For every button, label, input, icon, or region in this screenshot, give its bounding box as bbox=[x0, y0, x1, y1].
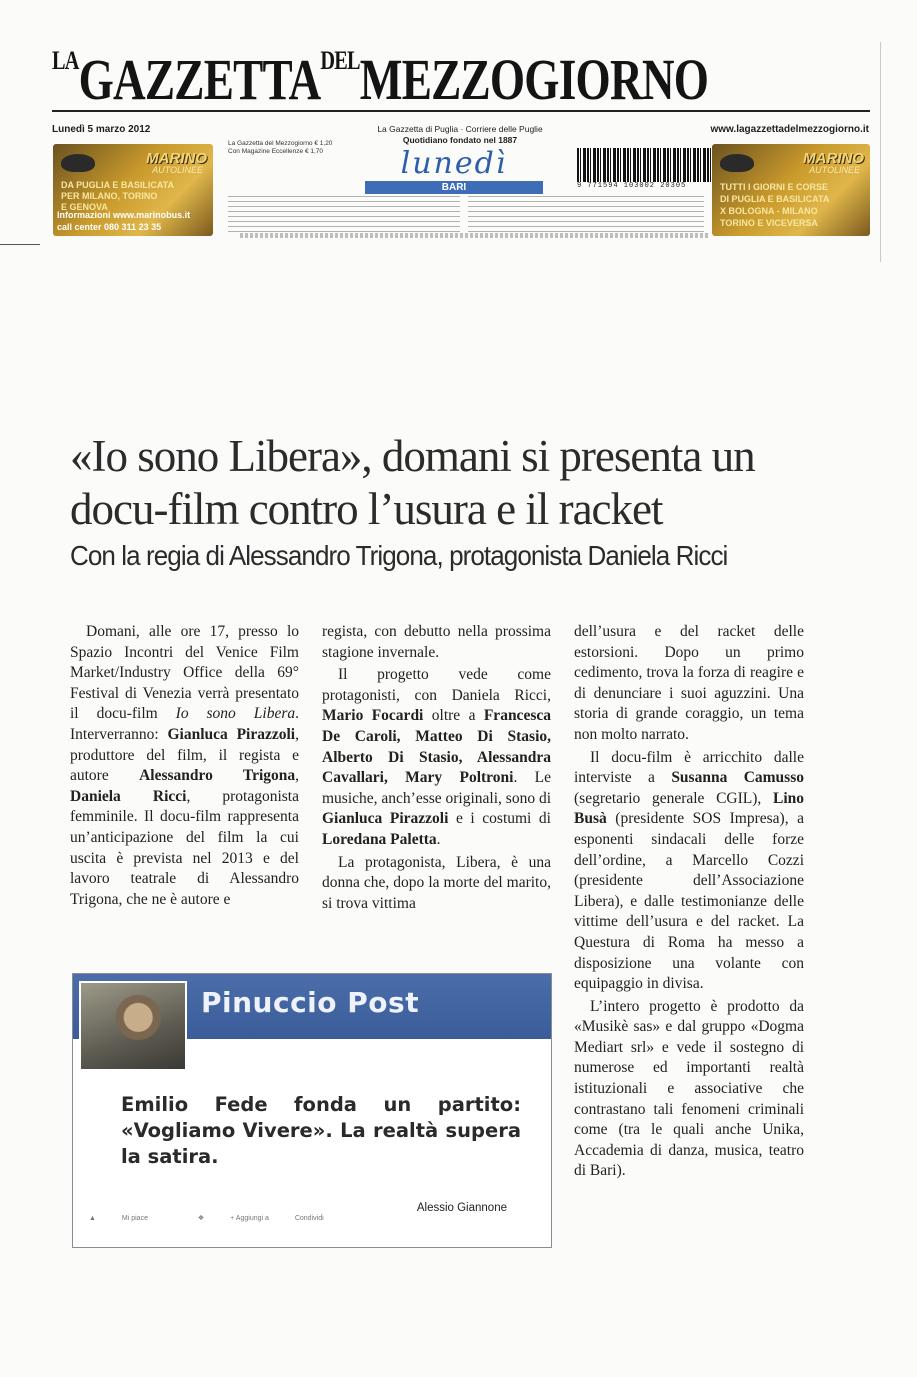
ad-line-1: DA PUGLIA E BASILICATA bbox=[61, 180, 174, 190]
barcode-digits: 9 771594 103002 bbox=[577, 182, 656, 190]
film-title: Io sono Libera bbox=[175, 705, 296, 723]
marino-logo-icon bbox=[61, 154, 95, 172]
paragraph: L’intero progetto è prodotto da «Musikè sas» e dal gruppo «Dogma Mediart srl» e vede il sostegno di numerose ed importanti realtà istituzionali e associative che contrastano tali fenomeni criminali come (tra le quali anche Unika, Accademia di danza, musica, teatro di Bari). bbox=[574, 997, 804, 1180]
ad-line-1: TUTTI I GIORNI E CORSE bbox=[720, 182, 829, 192]
person-name: Gianluca Pirazzoli bbox=[322, 810, 449, 828]
thumbs-up-icon: ▲ bbox=[89, 1215, 96, 1222]
price-line-1: La Gazzetta del Mezzogiorno € 1,20 bbox=[228, 140, 333, 147]
add-to-button[interactable]: + Aggiungi a bbox=[230, 1215, 269, 1222]
ad-brand: MARINO bbox=[803, 150, 864, 167]
ad-line-4: TORINO E VICEVERSA bbox=[720, 218, 818, 228]
day-of-week: lunedì bbox=[400, 146, 508, 181]
paragraph bbox=[70, 622, 299, 910]
pinuccio-title: Pinuccio Post bbox=[201, 986, 420, 1019]
article-column-1 bbox=[70, 622, 299, 910]
ad-line-3: E GENOVA bbox=[61, 202, 108, 212]
text: . Le musiche, anch’esse originali, sono di bbox=[322, 769, 552, 807]
text: , produttore del film, il regista e autore bbox=[70, 725, 299, 785]
pinuccio-actions bbox=[89, 1214, 348, 1222]
person-name: Loredana Paletta bbox=[322, 830, 437, 848]
paragraph bbox=[322, 665, 551, 850]
text: (segretario generale CGIL), bbox=[574, 789, 773, 807]
ad-call: call center 080 311 23 35 bbox=[57, 222, 162, 232]
pinuccio-text: Emilio Fede fonda un partito: «Vogliamo Vivere». La realtà supera la satira. bbox=[121, 1093, 521, 1168]
person-name: Alessandro Trigona bbox=[139, 767, 296, 785]
masthead-gazzetta: GAZZETTA bbox=[78, 47, 321, 112]
text: e i costumi di bbox=[448, 810, 551, 828]
fine-print-left bbox=[228, 196, 460, 232]
text: (presidente SOS Impresa), a esponenti sindacali delle forze dell’ordine, a Marcello Cozzi (presidente dell’Associazione Libera), e dalle testimonianze delle vittime dell’usura e del racket. La Questura di Roma ha messo a disposizione una volante con equipaggio in divisa. bbox=[574, 810, 804, 993]
like-label: Mi piace bbox=[121, 1215, 148, 1222]
article-subhead: Con la regia di Alessandro Trigona, protagonista Daniela Ricci bbox=[70, 540, 728, 571]
ad-info: Informazioni www.marinobus.it bbox=[57, 210, 191, 220]
article-column-2 bbox=[322, 622, 551, 914]
barcode-issue: 20305 bbox=[660, 182, 687, 190]
ad-line-2: PER MILANO, TORINO bbox=[61, 191, 158, 201]
website-link[interactable]: www.lagazzettadelmezzogiorno.it bbox=[710, 124, 869, 135]
share-button[interactable]: Condividi bbox=[294, 1215, 324, 1222]
pinuccio-avatar bbox=[79, 981, 187, 1071]
pinuccio-post-box bbox=[72, 973, 552, 1248]
text: . Interverranno: bbox=[70, 705, 299, 743]
text: oltre a bbox=[423, 707, 484, 725]
masthead-la: LA bbox=[52, 46, 79, 75]
text: . bbox=[436, 830, 441, 848]
paragraph: dell’usura e del racket delle estorsioni. Dopo un primo cedimento, trova la forza di reagire e di denunciare i suoi aguzzini. Una storia di grande coraggio, un tema non molto narrato. bbox=[574, 623, 804, 743]
city-edition: BARI bbox=[365, 181, 543, 194]
fine-print-right bbox=[468, 196, 704, 232]
scan-line bbox=[880, 42, 881, 262]
ad-line-3: X BOLOGNA - MILANO bbox=[720, 206, 818, 216]
ad-marino-right[interactable] bbox=[712, 144, 870, 236]
person-name: Susanna Camusso bbox=[671, 769, 804, 787]
masthead-title bbox=[52, 46, 709, 113]
price-info bbox=[228, 140, 332, 156]
paragraph: La protagonista, Libera, è una donna che, dopo la morte del marito, si trova vittima bbox=[322, 853, 551, 912]
paragraph bbox=[574, 748, 804, 995]
text: , protagonista femminile. Il docu-film rappresenta un’anticipazione del film la cui uscita è prevista nel 2013 e del lavoro teatrale di Alessandro Trigona, che ne è autore e bbox=[70, 787, 299, 908]
text: Il docu-film è arricchito dalle interviste a bbox=[574, 748, 804, 787]
person-name: Lino Busà bbox=[574, 789, 804, 828]
text: Il progetto vede come protagonisti, con Daniela Ricci, bbox=[322, 666, 551, 704]
scan-edge-mark bbox=[0, 244, 40, 245]
paragraph: regista, con debutto nella prossima stagione invernale. bbox=[322, 623, 551, 661]
comment-icon[interactable]: ❖ bbox=[197, 1215, 205, 1222]
publisher-line: La Gazzetta di Puglia · Corriere delle Puglie bbox=[377, 124, 543, 134]
fine-print-bottom bbox=[240, 233, 710, 238]
person-name: Gianluca Pirazzoli bbox=[167, 725, 296, 743]
person-name: Daniela Ricci bbox=[70, 787, 187, 805]
masthead bbox=[52, 48, 870, 112]
price-line-2: Con Magazine Eccellenze € 1,70 bbox=[228, 148, 324, 155]
ad-line-2: DI PUGLIA E BASILICATA bbox=[720, 194, 830, 204]
text: , bbox=[295, 767, 300, 785]
ad-brand-sub: AUTOLINEE bbox=[152, 165, 203, 175]
founded-line: Quotidiano fondato nel 1887 bbox=[402, 135, 518, 145]
like-button[interactable] bbox=[89, 1215, 172, 1222]
publisher-info bbox=[355, 124, 565, 146]
article-column-3 bbox=[574, 622, 804, 1182]
marino-logo-icon bbox=[720, 154, 754, 172]
ad-marino-left[interactable] bbox=[53, 144, 213, 236]
person-name: Mario Focardi bbox=[322, 707, 424, 725]
pinuccio-author: Alessio Giannone bbox=[416, 1202, 507, 1214]
masthead-mezzogiorno: MEZZOGIORNO bbox=[359, 47, 709, 112]
issue-date: Lunedì 5 marzo 2012 bbox=[52, 124, 151, 135]
article-headline: «Io sono Libera», domani si presenta un docu-film contro l’usura e il racket bbox=[70, 431, 755, 534]
person-name: Francesca De Caroli, Matteo Di Stasio, Alberto Di Stasio, Alessandra Cavallari, Mary Poltroni bbox=[322, 707, 551, 787]
ad-brand: MARINO bbox=[146, 150, 207, 167]
barcode-number bbox=[577, 182, 717, 190]
text: Domani, alle ore 17, presso lo Spazio Incontri del Venice Film Market/Industry Office della 69° Festival di Venezia verrà presentato il docu-film bbox=[70, 623, 299, 723]
ad-brand-sub: AUTOLINEE bbox=[809, 165, 860, 175]
masthead-del: DEL bbox=[320, 46, 360, 75]
barcode bbox=[577, 148, 717, 182]
